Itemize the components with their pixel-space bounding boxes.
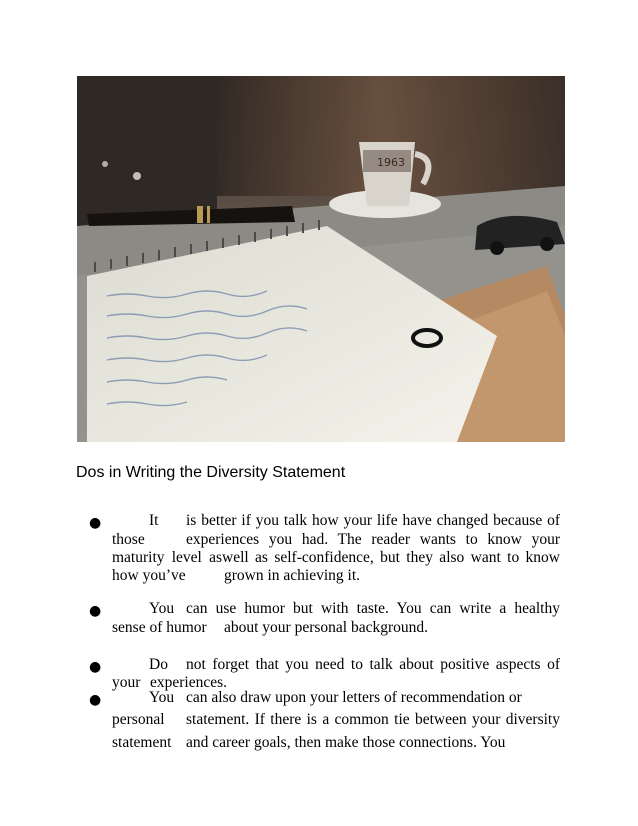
- list-item-line: sense of humor about your personal background.: [112, 619, 429, 636]
- list-item-line: You can also draw upon your letters of recommendation or: [149, 689, 522, 706]
- list-item-line: Do not forget that you need to talk about positive aspects of: [149, 656, 560, 673]
- bullet-marker: ●: [89, 659, 102, 675]
- svg-text:1963: 1963: [377, 156, 405, 169]
- list-item-line: You can use humor but with taste. You can write a healthy: [149, 600, 560, 617]
- list-item-line: personal statement. If there is a common tie between your diversity: [112, 711, 560, 728]
- list-item-line: how you’ve grown in achieving it.: [112, 567, 361, 584]
- list-item-line: statement and career goals, then make those connections. You: [112, 734, 506, 751]
- list-item-line: maturity level aswell as self-confidence, but they also want to know: [112, 549, 560, 566]
- bullet-marker: ●: [89, 515, 102, 531]
- list-item-line: It is better if you talk how your life have changed because of: [149, 512, 560, 529]
- list-item-line: those experiences you had. The reader wants to know your: [112, 531, 560, 548]
- section-heading: Dos in Writing the Diversity Statement: [76, 464, 346, 481]
- bullet-marker: ●: [89, 692, 102, 708]
- bullet-marker: ●: [89, 603, 102, 619]
- list-item-line: your experiences.: [112, 674, 228, 691]
- notebook-photo: [77, 76, 565, 442]
